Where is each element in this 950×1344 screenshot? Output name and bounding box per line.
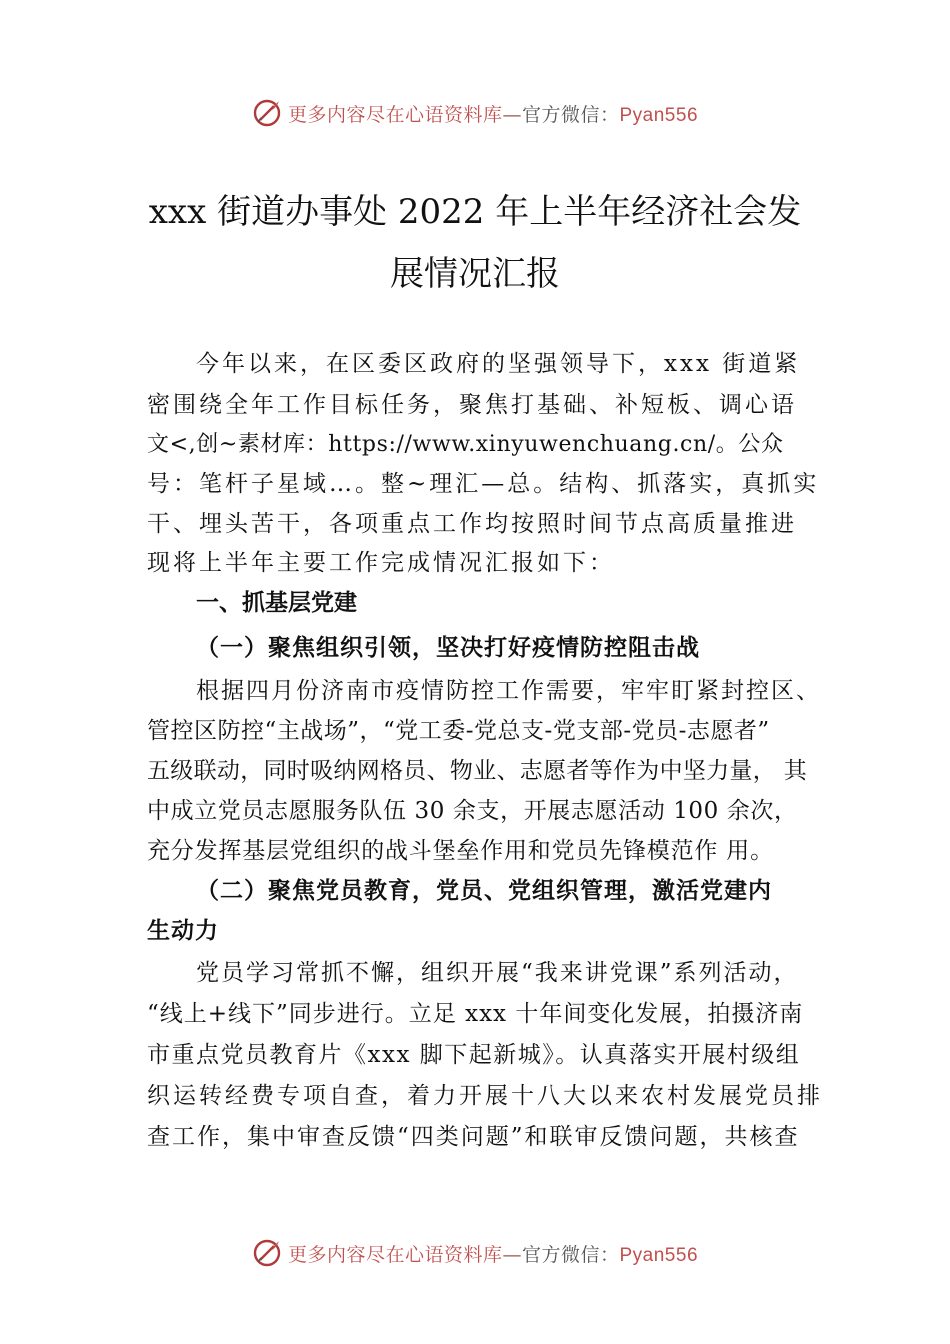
document-title-line-1: xxx 街道办事处 2022 年上半年经济社会发 [148, 192, 802, 232]
banner-label: 官方微信： [521, 103, 620, 126]
paragraph-line: “线上+线下”同步进行。立足 xxx 十年间变化发展，拍摄济南 [147, 1001, 804, 1027]
quill-pen-logo-icon [252, 98, 282, 128]
paragraph-line: 充分发挥基层党组织的战斗堡垒作用和党员先锋模范作 用。 [147, 838, 774, 864]
footer-banner [0, 1233, 950, 1273]
intro-line: 密围绕全年工作目标任务，聚焦打基础、补短板、调心语 [147, 392, 797, 418]
banner-label: 官方微信： [521, 1243, 620, 1266]
subsection-heading: （二）聚焦党员教育，党员、党组织管理，激活党建内 [196, 877, 772, 904]
intro-line: 文<,创~素材库：https://www.xinyuwenchuang.cn/。公众 [147, 432, 784, 457]
banner-wechat-id: Pyan556 [619, 1244, 699, 1266]
banner-dash: — [502, 103, 522, 126]
banner-dash: — [502, 1243, 522, 1266]
document-title-line-2: 展情况汇报 [390, 254, 560, 294]
intro-line: 现将上半年主要工作完成情况汇报如下： [147, 550, 615, 576]
banner-main-text: 更多内容尽在心语资料库 [287, 103, 503, 126]
paragraph-line: 五级联动，同时吸纳网格员、物业、志愿者等作为中坚力量， 其 [147, 758, 808, 784]
banner-wechat-id: Pyan556 [619, 104, 699, 126]
paragraph-line: 中成立党员志愿服务队伍 30 余支，开展志愿活动 100 余次， [147, 798, 798, 824]
banner-text [288, 100, 698, 127]
quill-pen-logo-icon [252, 1238, 282, 1268]
intro-line: 号：笔杆子星域…。整~理汇—总。结构、抓落实，真抓实 [147, 471, 820, 497]
paragraph-line: 市重点党员教育片《xxx 脚下起新城》。认真落实开展村级组 [147, 1042, 801, 1068]
paragraph-line: 根据四月份济南市疫情防控工作需要，牢牢盯紧封控区、 [196, 678, 821, 704]
subsection-heading: （一）聚焦组织引领，坚决打好疫情防控阻击战 [196, 634, 700, 661]
subsection-heading-continued: 生动力 [147, 917, 219, 944]
section-heading: 一、抓基层党建 [196, 590, 357, 616]
paragraph-line: 管控区防控“主战场”，“党工委-党总支-党支部-党员-志愿者” [147, 718, 770, 744]
paragraph-line: 查工作，集中审查反馈“四类问题”和联审反馈问题，共核查 [147, 1124, 800, 1150]
intro-line: 干、埋头苦干，各项重点工作均按照时间节点高质量推进 [147, 511, 797, 537]
banner-text [288, 1240, 698, 1267]
paragraph-line: 党员学习常抓不懈，组织开展“我来讲党课”系列活动， [196, 960, 799, 986]
header-banner [0, 93, 950, 133]
intro-line: 今年以来，在区委区政府的坚强领导下，xxx 街道紧 [196, 351, 801, 377]
paragraph-line: 织运转经费专项自查，着力开展十八大以来农村发展党员排 [147, 1083, 823, 1109]
banner-main-text: 更多内容尽在心语资料库 [287, 1243, 503, 1266]
